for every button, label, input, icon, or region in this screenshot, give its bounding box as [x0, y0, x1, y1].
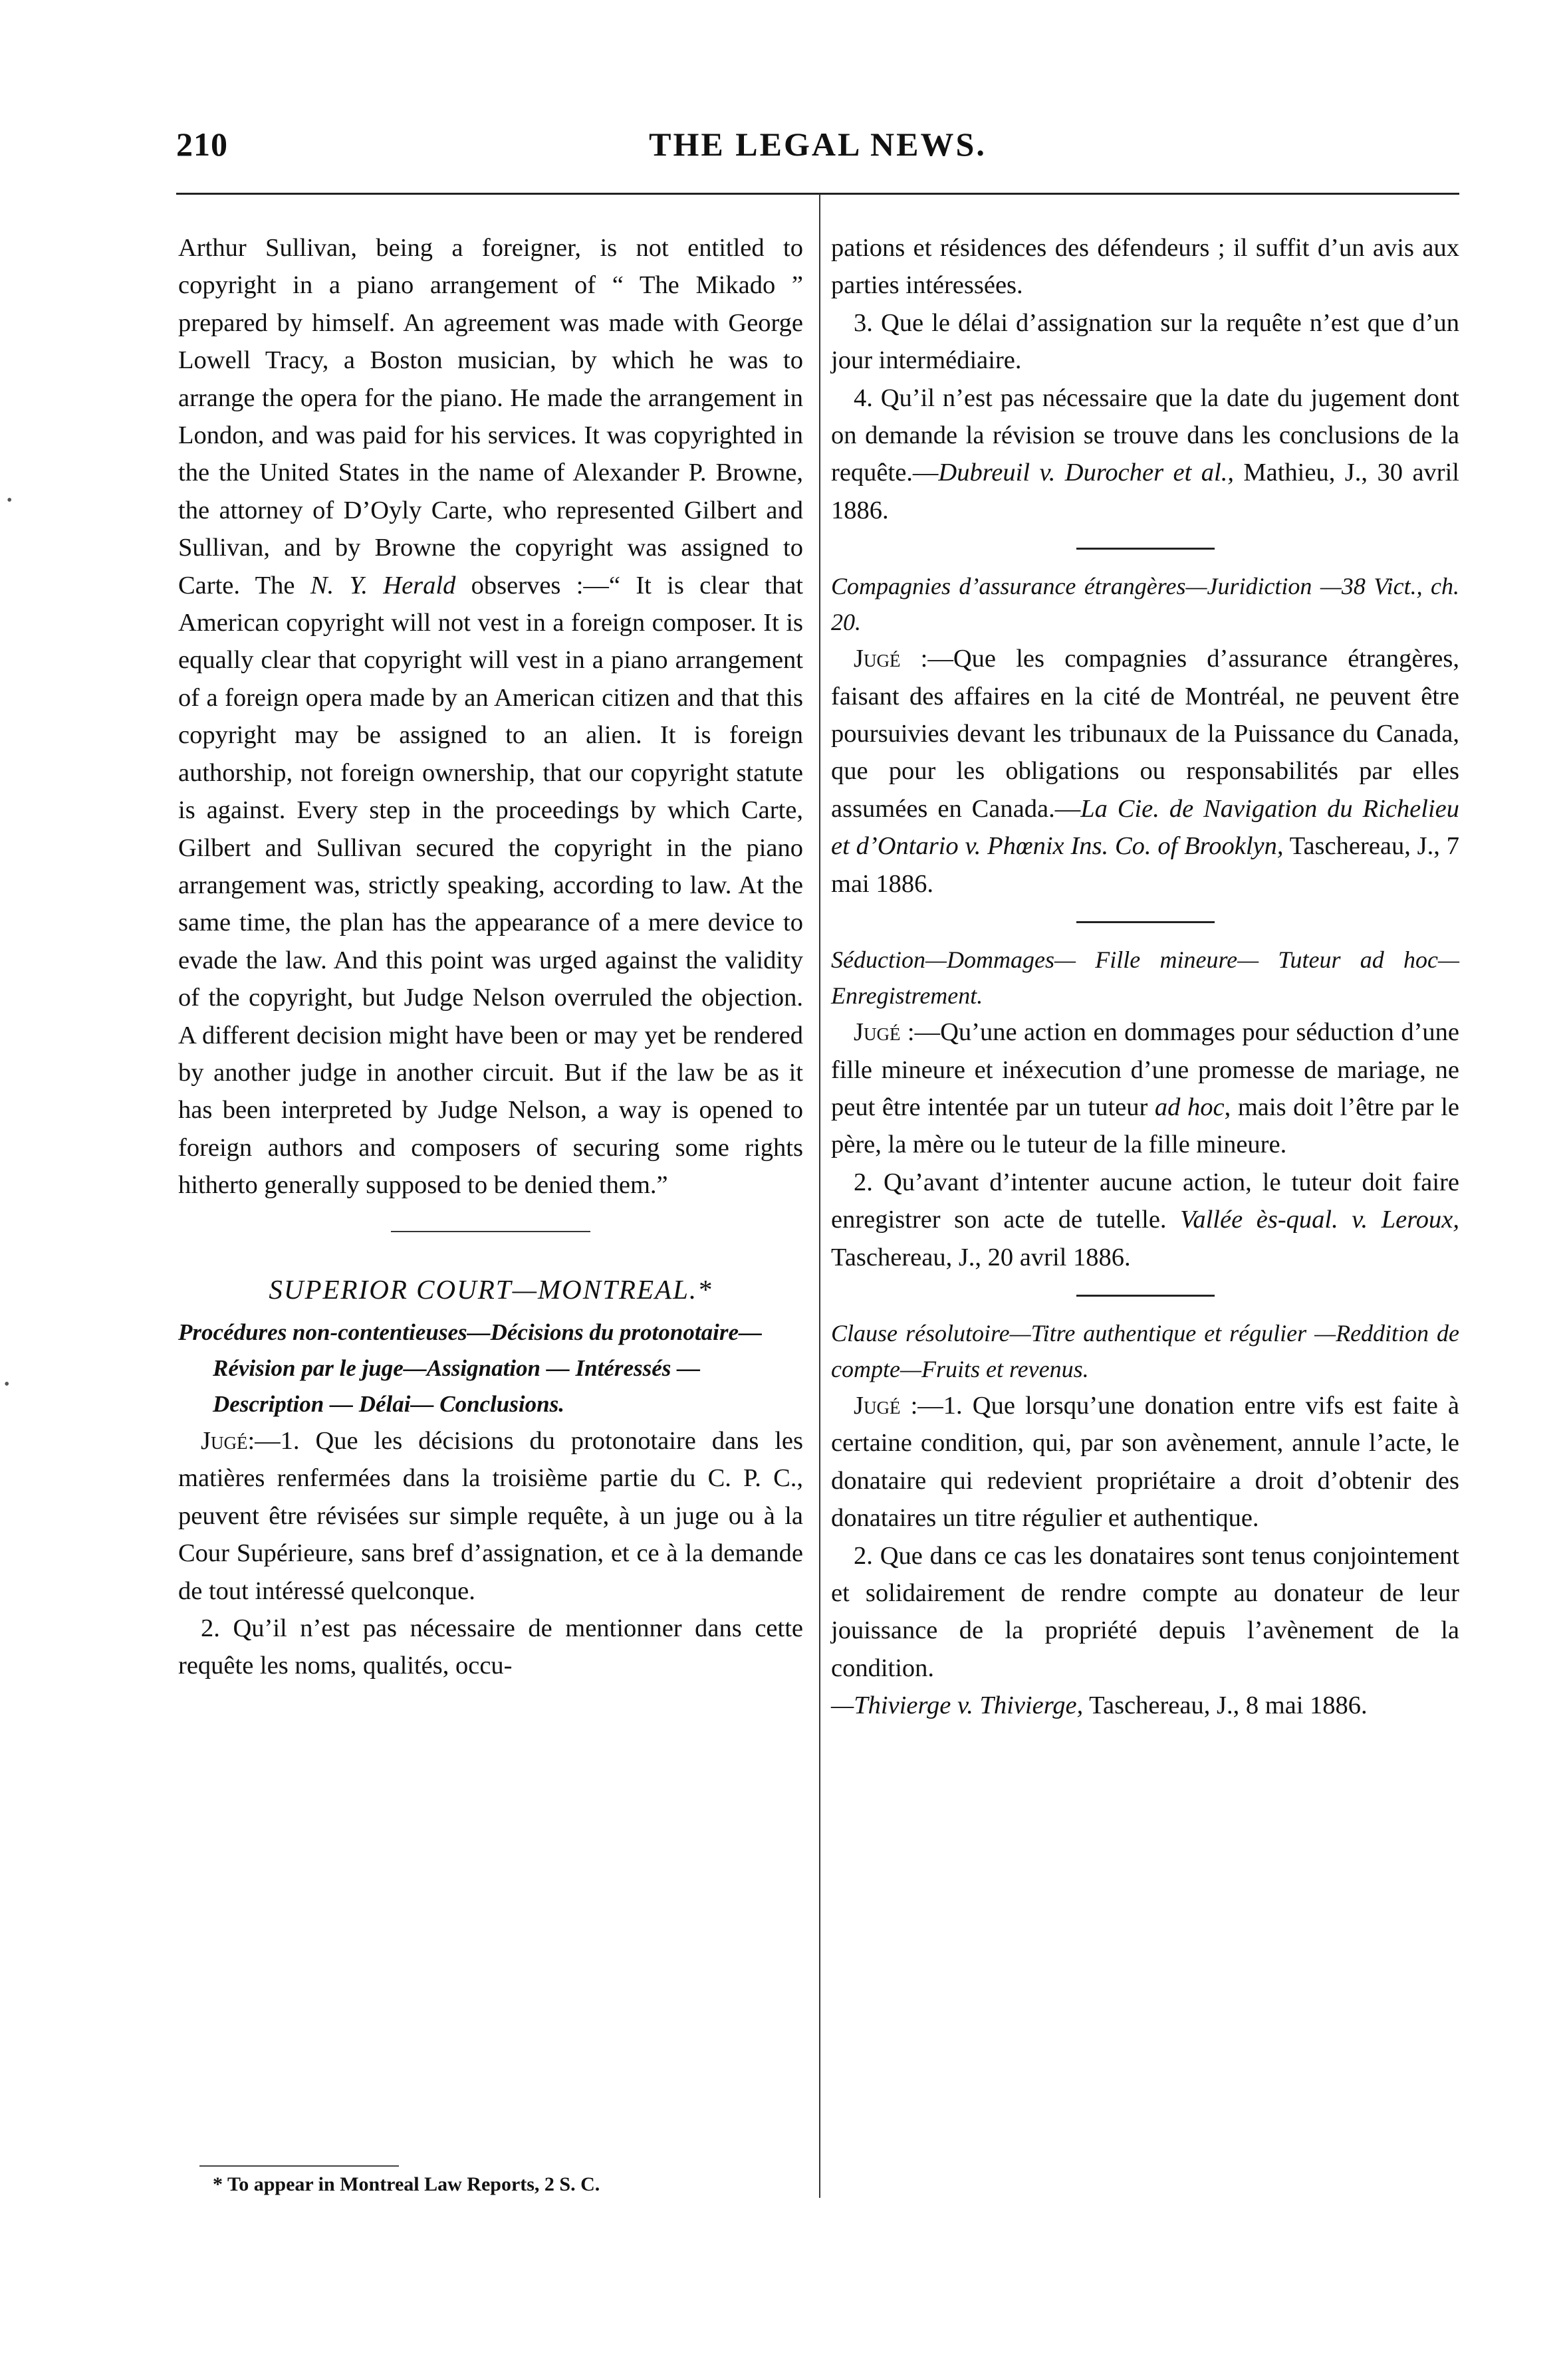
juge-label: Jugé — [201, 1426, 248, 1455]
margin-mark: • — [4, 1376, 10, 1393]
herald-quote: observes :—“ It is clear that American copyright will not vest in a foreign composer. It is equally clear that copyright will vest in a piano arrangement of a foreign opera made by an American citizen and that this copyright may be assigned to an alien. It is foreign authorship, not foreign ownership, that our copyright statute is against. Every step in the proceedings by which Carte, Gilbert and Sullivan secured the copyright in the piano arrangement was, strictly speaking, according to law. At the same time, the plan has the appearance of a mere device to evade the law. And this point was urged against the validity of the copyright, but Judge Nelson overruled the objection. A different decision might have been or may yet be rendered by another judge in another circuit. But if the law be as it has been interpreted by Judge Nelson, a way is opened to foreign authors and composers of securing some rights hitherto generally supposed to be denied them.” — [178, 571, 803, 1200]
holding-2-continued: pations et résidences des défendeurs ; il suffit d’un avis aux parties intéressées. — [831, 234, 1459, 300]
juge-label: Jugé — [854, 645, 901, 673]
case-holding-2: 2. Qu’avant d’intenter aucune action, le tuteur doit faire enregistrer son acte de tutelle. Vallée ès-qual. v. Leroux, Taschereau, J., 20 avril 1886. — [831, 1168, 1459, 1271]
article-text: Arthur Sullivan, being a foreigner, is not entitled to copyright in a piano arrangement of “ The Mikado ” prepared by himself. An agreement was made with George Lowell Tracy, a Boston musician, by which he was to arrange the opera for the piano. He made the arrangement in London, and was paid for his services. It was copyrighted in the the United States in the name of Alexander P. Browne, the attorney of D’Oyly Carte, who represented Gilbert and Sullivan, and by Browne the copyright was assigned to Carte. The — [178, 234, 803, 599]
page-header — [176, 125, 1459, 185]
case-heading: Procédures non-contentieuses—Décisions du protonotaire—Révision par le juge—Assignation — Intéressés — Description — Délai— Conclusions. — [178, 1319, 762, 1417]
section-divider — [391, 1231, 590, 1232]
case-holding: Jugé :—Qu’une action en dommages pour séduction d’une fille mineure et inéxecution d’une promesse de mariage, ne peut être intentée par un tuteur ad hoc, mais doit l’être par le père, la mère ou le tuteur de la fille mineure. — [831, 1018, 1460, 1159]
article-paragraph — [178, 229, 803, 1204]
header-rule — [176, 193, 1459, 195]
holding-3: 3. Que le délai d’assignation sur la requête n’est que d’un jour intermédiaire. — [831, 308, 1459, 375]
newspaper-name: N. Y. Herald — [310, 571, 456, 599]
right-column — [831, 229, 1459, 1725]
case-holding-2: 2. Que dans ce cas les donataires sont tenus conjointement et solidairement de rendre compte au donateur de leur jouissance de la propriété depuis l’avènement de la condition. —Thivierge v. Thivierge, Taschereau, J., 8 mai 1886. — [831, 1541, 1459, 1720]
running-head: THE LEGAL NEWS. — [649, 126, 987, 163]
section-divider — [1076, 921, 1215, 923]
juge-label: Jugé — [854, 1391, 901, 1420]
section-divider — [1076, 548, 1215, 550]
court-heading: SUPERIOR COURT—MONTREAL.* — [269, 1273, 713, 1305]
column-rule — [819, 194, 820, 2198]
section-divider — [1076, 1295, 1215, 1297]
case-citation: La Cie. de Navigation du Richelieu et d’Ontario v. Phœnix Ins. Co. of Brooklyn, — [831, 794, 1459, 861]
holding-1: Jugé:—1. Que les décisions du protonotaire dans les matières renfermées dans la troisième partie du C. P. C., peuvent être révisées sur simple requête, à un juge ou à la Cour Supérieure, sans bref d’assignation, et ce à la demande de tout intéressé quelconque. — [178, 1426, 803, 1605]
left-column — [178, 229, 803, 1685]
case-citation: —Thivierge v. Thivierge, — [831, 1691, 1084, 1720]
footnote: * To appear in Montreal Law Reports, 2 S. C. — [213, 2173, 600, 2195]
holding-2: 2. Qu’il n’est pas nécessaire de mentionner dans cette requête les noms, qualités, occu- — [178, 1614, 803, 1680]
holding-4: 4. Qu’il n’est pas nécessaire que la date du jugement dont on demande la révision se trouve dans les conclusions de la requête.—Dubreuil v. Durocher et al., Mathieu, J., 30 avril 1886. — [831, 383, 1459, 524]
juge-label: Jugé — [854, 1018, 901, 1047]
case-holding: Jugé :—1. Que lorsqu’une donation entre vifs est faite à certaine condition, qui, par son avènement, annule l’acte, le donataire qui redevient propriétaire a droit d’obtenir des donataires un titre régulier et authentique. — [831, 1391, 1459, 1533]
case-heading: Séduction—Dommages— Fille mineure— Tuteur ad hoc—Enregistrement. — [831, 946, 1459, 1010]
case-citation: Dubreuil v. Durocher et al., — [938, 459, 1234, 487]
footnote-rule — [199, 2165, 399, 2167]
case-heading: Clause résolutoire—Titre authentique et régulier —Reddition de compte—Fruits et revenus. — [831, 1319, 1459, 1382]
case-citation: Vallée ès-qual. v. Leroux, — [1180, 1206, 1459, 1234]
page-number: 210 — [176, 126, 228, 163]
case-heading: Compagnies d’assurance étrangères—Juridiction —38 Vict., ch. 20. — [831, 573, 1459, 636]
margin-mark: • — [7, 492, 13, 509]
case-holding: Jugé :—Que les compagnies d’assurance étrangères, faisant des affaires en la cité de Montréal, ne peuvent être poursuivies devant les tribunaux de la Puissance du Canada, que pour les obligations ou responsabilités par elles assumées en Canada.—La Cie. de Navigation du Richelieu et d’Ontario v. Phœnix Ins. Co. of Brooklyn, Taschereau, J., 7 mai 1886. — [831, 645, 1459, 898]
